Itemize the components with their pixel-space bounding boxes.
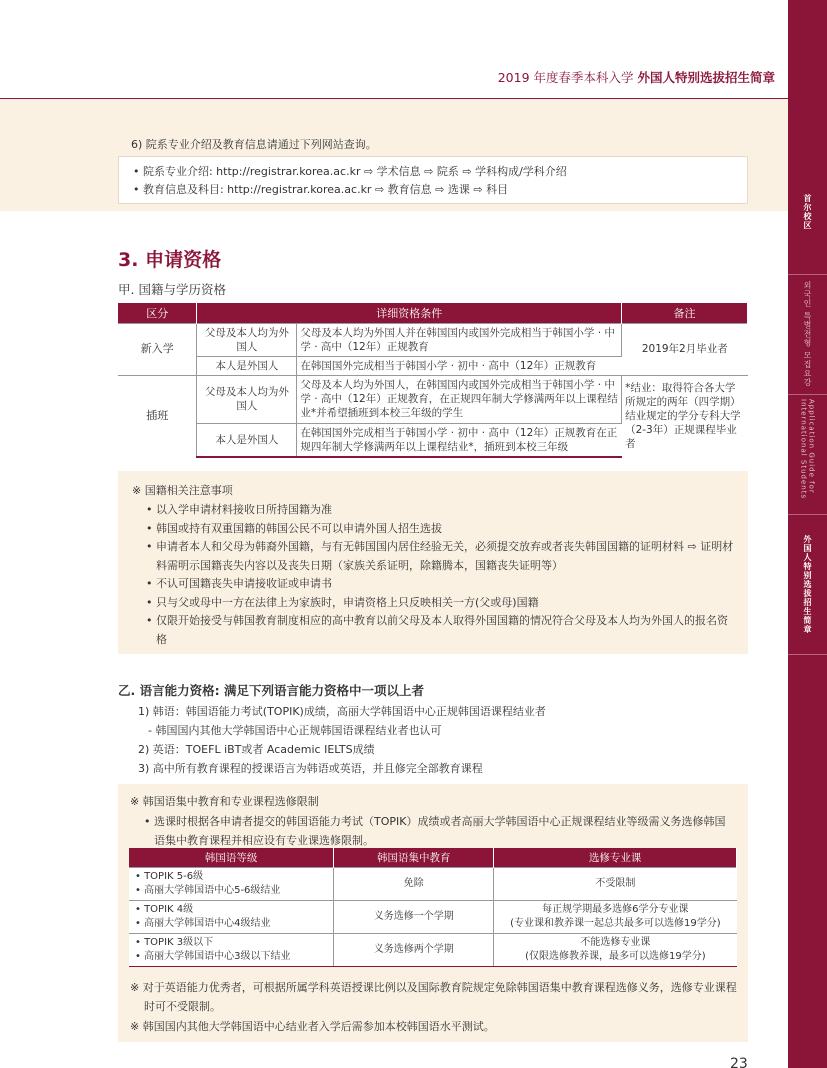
table-cell: 每正规学期最多选修6学分专业课 (专业课和教养课一起总共最多可以选修19学分) bbox=[494, 900, 737, 933]
table-header: 韩国语集中教育 bbox=[334, 848, 494, 867]
table-cell: 义务选修一个学期 bbox=[334, 900, 494, 933]
table-cell: 父母及本人均为外国人 bbox=[197, 323, 297, 356]
table-cell: 免除 bbox=[334, 867, 494, 900]
list-item: • 选课时根据各申请者提交的韩国语能力考试（TOPIK）成绩或者高丽大学韩国语中心正规课程结业等级需义务选修韩国语集中教育课程并相应设有专业课选修限制。 bbox=[144, 815, 726, 847]
sidebar-tab-korean-guide[interactable]: 외국인 특별전형 모집요강 bbox=[788, 275, 827, 395]
list-item: • 申请者本人和父母为韩裔外国籍，与有无韩国国内居住经验无关，必须提交放弃或者丧失韩国国籍的证明材料 ⇨ 证明材料需明示国籍丧失内容以及丧失日期（家族关系证明，除籍腾本，国籍丧失证明等） bbox=[146, 540, 734, 572]
subsection-a-title: 甲. 国籍与学历资格 bbox=[118, 282, 226, 297]
page-number: 23 bbox=[730, 1056, 748, 1068]
table-cell: 不能选修专业课 (仅限选修教养课，最多可以选修19学分) bbox=[494, 933, 737, 966]
sidebar-tab-english-guide[interactable]: Application Guide for International Students bbox=[788, 395, 827, 515]
table-header: 备注 bbox=[622, 303, 748, 323]
subsection-b-title: 乙. 语言能力资格: 满足下列语言能力资格中一项以上者 bbox=[118, 683, 424, 698]
footnote-english: ※ 对于英语能力优秀者，可根据所属学科英语授课比例以及国际教育院规定免除韩国语集中教育课程选修义务，选修专业课程时可不受限制。 bbox=[130, 981, 737, 1013]
table-cell: 本人是外国人 bbox=[197, 356, 297, 375]
list-item: • 以入学申请材料接收日所持国籍为准 bbox=[146, 503, 332, 516]
table-cell: • TOPIK 3级以下 • 高丽大学韩国语中心3级以下结业 bbox=[129, 933, 334, 966]
table-cell: • TOPIK 4级 • 高丽大学韩国语中心4级结业 bbox=[129, 900, 334, 933]
list-item: • 不认可国籍丧失申请接收证或申请书 bbox=[146, 577, 332, 590]
link-line-majors[interactable]: • 院系专业介绍: http://registrar.korea.ac.kr ⇨ 学术信息 ⇨ 院系 ⇨ 学科构成/学科介绍 bbox=[133, 165, 567, 178]
table-header: 区分 bbox=[118, 303, 197, 323]
footnote-other-university: ※ 韩国国内其他大学韩国语中心结业者入学后需参加本校韩国语水平测试。 bbox=[130, 1020, 495, 1033]
table-cell-note: *结业：取得符合各大学所规定的两年（四学期）结业规定的学分专科大学（2-3年）正规课程毕业者 bbox=[622, 375, 748, 457]
table-cell: 父母及本人均为外国人并在韩国国内或国外完成相当于韩国小学 · 中学 · 高中（12年）正规教育 bbox=[297, 323, 622, 356]
eligibility-table bbox=[118, 303, 748, 458]
box-heading: ※ 韩国语集中教育和专业课程选修限制 bbox=[130, 795, 319, 808]
korean-level-table bbox=[129, 848, 737, 967]
table-header: 详细资格条件 bbox=[197, 303, 622, 323]
lang-item: 3) 高中所有教育课程的授课语言为韩语或英语，并且修完全部教育课程 bbox=[138, 762, 483, 775]
lang-item: 1) 韩语：韩国语能力考试(TOPIK)成绩，高丽大学韩国语中心正规韩国语课程结业者 bbox=[138, 705, 546, 718]
link-line-courses[interactable]: • 教育信息及科目: http://registrar.korea.ac.kr ⇨ 教育信息 ⇨ 选课 ⇨ 科目 bbox=[133, 183, 509, 196]
page-header-title: 2019 年度春季本科入学 外国人特别选拔招生简章 bbox=[497, 70, 775, 85]
list-item: • 只与父或母中一方在法律上为家族时，申请资格上只反映相关一方(父或母)国籍 bbox=[146, 595, 539, 609]
lang-item: 2) 英语：TOEFL iBT或者 Academic IELTS成绩 bbox=[138, 743, 375, 756]
table-cell-note: 2019年2月毕业者 bbox=[622, 323, 748, 375]
table-cell: 在韩国国外完成相当于韩国小学 · 初中 · 高中（12年）正规教育在正规四年制大学修满两年以上课程结业*，插班到本校三年级 bbox=[297, 423, 622, 457]
nationality-notes bbox=[118, 471, 748, 654]
notice-6-links bbox=[118, 156, 748, 204]
list-item: • 韩国或持有双重国籍的韩国公民不可以申请外国人招生选拔 bbox=[146, 521, 442, 535]
table-header: 韩国语等级 bbox=[129, 848, 334, 867]
lang-item: - 韩国国内其他大学韩国语中心正规韩国语课程结业者也认可 bbox=[148, 724, 442, 737]
row-group-transfer: 插班 bbox=[118, 375, 197, 457]
list-item: • 仅限开始接受与韩国教育制度相应的高中教育以前父母及本人取得外国国籍的情况符合父母及本人均为外国人的报名资格 bbox=[146, 614, 728, 646]
notes-heading: ※ 国籍相关注意事项 bbox=[132, 484, 233, 497]
sidebar bbox=[788, 0, 827, 1068]
table-cell: 在韩国国外完成相当于韩国小学 · 初中 · 高中（12年）正规教育 bbox=[297, 356, 622, 375]
table-cell: 义务选修两个学期 bbox=[334, 933, 494, 966]
table-row bbox=[129, 867, 737, 900]
table-cell: 父母及本人均为外国人，在韩国国内或国外完成相当于韩国小学 · 中学 · 高中（12年）正规教育，在正规四年制大学修满两年以上课程结业*并希望插班到本校三年级的学生 bbox=[297, 375, 622, 423]
table-cell: 不受限制 bbox=[494, 867, 737, 900]
sidebar-tab-chinese-guide[interactable]: 外国人特别选拔招生简章 bbox=[788, 515, 827, 655]
section-title: 3. 申请资格 bbox=[118, 249, 222, 271]
table-cell: 本人是外国人 bbox=[197, 423, 297, 457]
notice-6-title: 6) 院系专业介绍及教育信息请通过下列网站查询。 bbox=[131, 138, 377, 151]
table-cell: • TOPIK 5-6级 • 高丽大学韩国语中心5-6级结业 bbox=[129, 867, 334, 900]
table-row bbox=[129, 933, 737, 966]
table-row bbox=[129, 900, 737, 933]
table-header: 选修专业课 bbox=[494, 848, 737, 867]
row-group-new-entry: 新入学 bbox=[118, 323, 197, 375]
table-cell: 父母及本人均为外国人 bbox=[197, 375, 297, 423]
sidebar-tab-seoul-campus[interactable]: 首尔校区 bbox=[788, 150, 827, 275]
